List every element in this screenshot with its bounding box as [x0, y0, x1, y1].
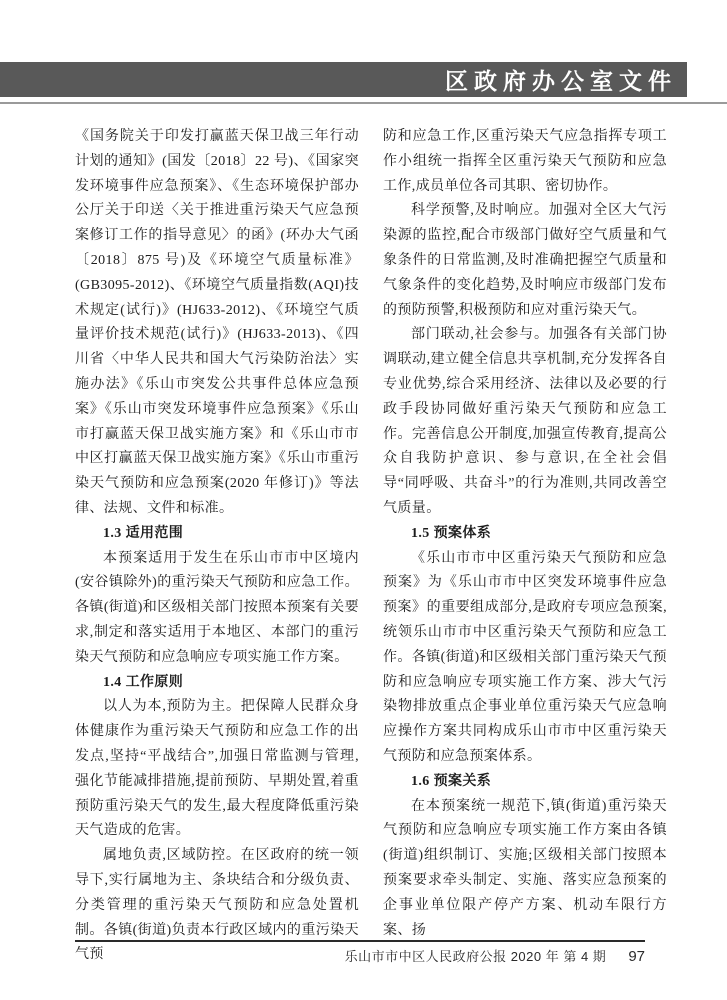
paragraph: 以人为本,预防为主。把保障人民群众身体健康作为重污染天气预防和应急工作的出发点,坚持“平战结合”,加强日常监测与管理,强化节能减排措施,提前预防、早期处置,着重预防重污染天气的发生,最大程度降低重污染天气造成的危害。 [75, 699, 359, 839]
footer-journal-title: 乐山市市中区人民政府公报 2020 年 第 4 期 [344, 949, 607, 964]
paragraph: 科学预警,及时响应。加强对全区大气污染源的监控,配合市级部门做好空气质量和气象条件的日常监测,及时准确把握空气质量和气象条件的变化趋势,及时响应市级部门发布的预防预警,积极预防和应对重污染天气。 [383, 203, 667, 318]
header-banner [0, 62, 687, 97]
footer-rule [75, 940, 645, 942]
header-title: 区政府办公室文件 [445, 68, 677, 94]
section-heading: 1.6 预案关系 [411, 773, 492, 789]
paragraph: 防和应急工作,区重污染天气应急指挥专项工作小组统一指挥全区重污染天气预防和应急工作,成员单位各司其职、密切协作。 [383, 129, 667, 194]
section-heading: 1.3 适用范围 [103, 525, 184, 541]
section-heading: 1.4 工作原则 [103, 674, 184, 690]
paragraph: 《国务院关于印发打赢蓝天保卫战三年行动计划的通知》(国发〔2018〕22 号)、《国家突发环境事件应急预案》、《生态环境保护部办公厅关于印送〈关于推进重污染天气应急预案修订工作的指导意见〉的函》(环办大气函〔2018〕875 号)及《环境空气质量标准》(GB3095-2012)、《环境空气质量指数(AQI)技术规定(试行)》(HJ633-2012)、《环境空气质量评价技术规范(试行)》(HJ633-2013)、《四川省〈中华人民共和国大气污染防治法〉实施办法》《乐山市突发公共事件总体应急预案》《乐山市突发环境事件应急预案》《乐山市打赢蓝天保卫战实施方案》和《乐山市市中区打赢蓝天保卫战实施方案》《乐山市重污染天气预防和应急预案(2020 年修订)》等法律、法规、文件和标准。 [75, 129, 359, 516]
paragraph: 本预案适用于发生在乐山市市中区境内(安谷镇除外)的重污染天气预防和应急工作。各镇(街道)和区级相关部门按照本预案有关要求,制定和落实适用于本地区、本部门的重污染天气预防和应急响应专项实施工作方案。 [75, 550, 359, 665]
paragraph: 在本预案统一规范下,镇(街道)重污染天气预防和应急响应专项实施工作方案由各镇(街道)组织制订、实施;区级相关部门按照本预案要求牵头制定、实施、落实应急预案的企事业单位限产停产方案、机动车限行方案、扬 [383, 798, 667, 938]
header-rule [0, 102, 727, 104]
footer [75, 946, 645, 965]
paragraph: 《乐山市市中区重污染天气预防和应急预案》为《乐山市市中区突发环境事件应急预案》的重要组成部分,是政府专项应急预案,统领乐山市市中区重污染天气预防和应急工作。各镇(街道)和区级相关部门重污染天气预防和应急响应专项实施工作方案、涉大气污染物排放重点企事业单位重污染天气应急响应操作方案共同构成乐山市市中区重污染天气预防和应急预案体系。 [383, 550, 667, 764]
section-heading: 1.5 预案体系 [411, 525, 492, 541]
paragraph: 部门联动,社会参与。加强各有关部门协调联动,建立健全信息共享机制,充分发挥各自专业优势,综合采用经济、法律以及必要的行政手段协同做好重污染天气预防和应急工作。完善信息公开制度,加强宣传教育,提高公众自我防护意识、参与意识,在全社会倡导“同呼吸、共奋斗”的行为准则,共同改善空气质量。 [383, 327, 667, 516]
page-number: 97 [628, 948, 645, 965]
left-column [75, 125, 359, 963]
paragraph: 属地负责,区域防控。在区政府的统一领导下,实行属地为主、条块结合和分级负责、分类管理的重污染天气预防和应急处置机制。各镇(街道)负责本行政区域内的重污染天气预 [75, 848, 359, 963]
right-column [383, 125, 667, 937]
